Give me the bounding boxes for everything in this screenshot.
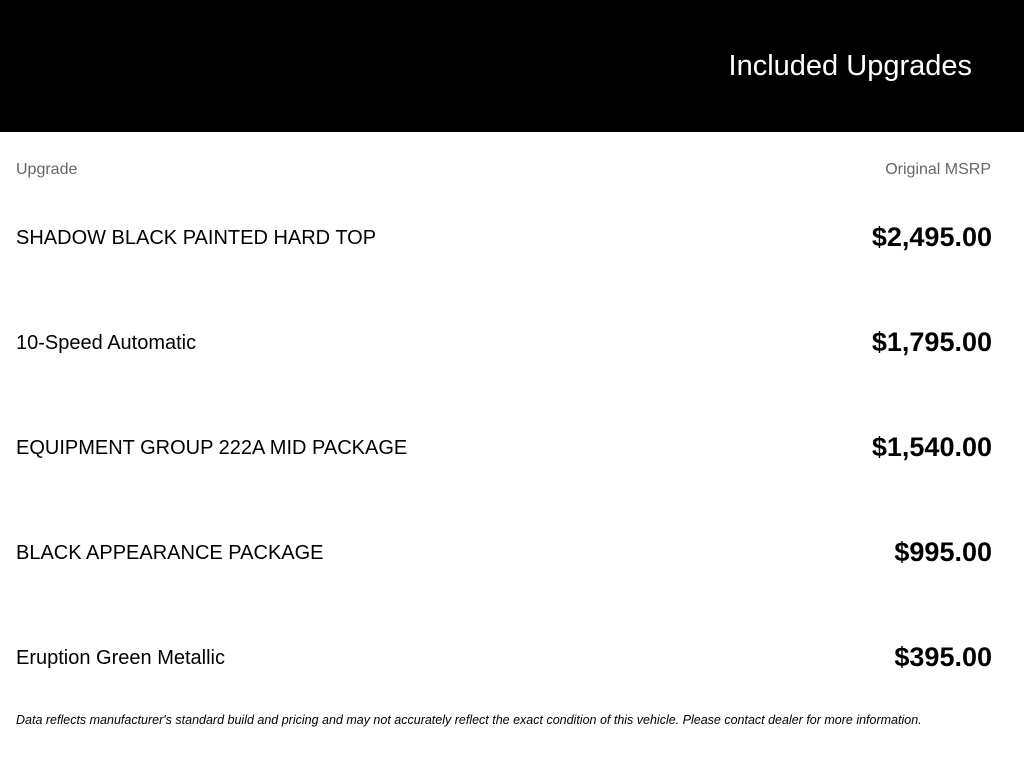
column-headers (16, 160, 992, 180)
upgrade-price: $995.00 (894, 537, 992, 567)
list-item (16, 499, 992, 604)
list-item (16, 184, 992, 289)
list-item (16, 289, 992, 394)
column-header-upgrade: Upgrade (16, 161, 78, 178)
list-item (16, 604, 992, 709)
upgrade-price: $1,540.00 (871, 432, 992, 462)
page-title: Included Upgrades (728, 50, 972, 82)
upgrade-name: 10-Speed Automatic (16, 332, 197, 354)
upgrade-price: $395.00 (894, 642, 992, 672)
upgrade-price: $2,495.00 (871, 222, 992, 252)
upgrade-name: Eruption Green Metallic (16, 647, 225, 669)
header-bar (0, 0, 1024, 132)
disclaimer-text: Data reflects manufacturer's standard build and pricing and may not accurately reflect the exact condition of this vehicle. Please contact dealer for more information. (16, 713, 922, 727)
upgrade-name: EQUIPMENT GROUP 222A MID PACKAGE (16, 437, 408, 459)
column-header-msrp: Original MSRP (885, 161, 991, 178)
upgrade-price: $1,795.00 (871, 327, 992, 357)
upgrades-list (16, 184, 992, 709)
upgrade-name: SHADOW BLACK PAINTED HARD TOP (16, 227, 377, 249)
list-item (16, 394, 992, 499)
upgrade-name: BLACK APPEARANCE PACKAGE (16, 542, 324, 564)
